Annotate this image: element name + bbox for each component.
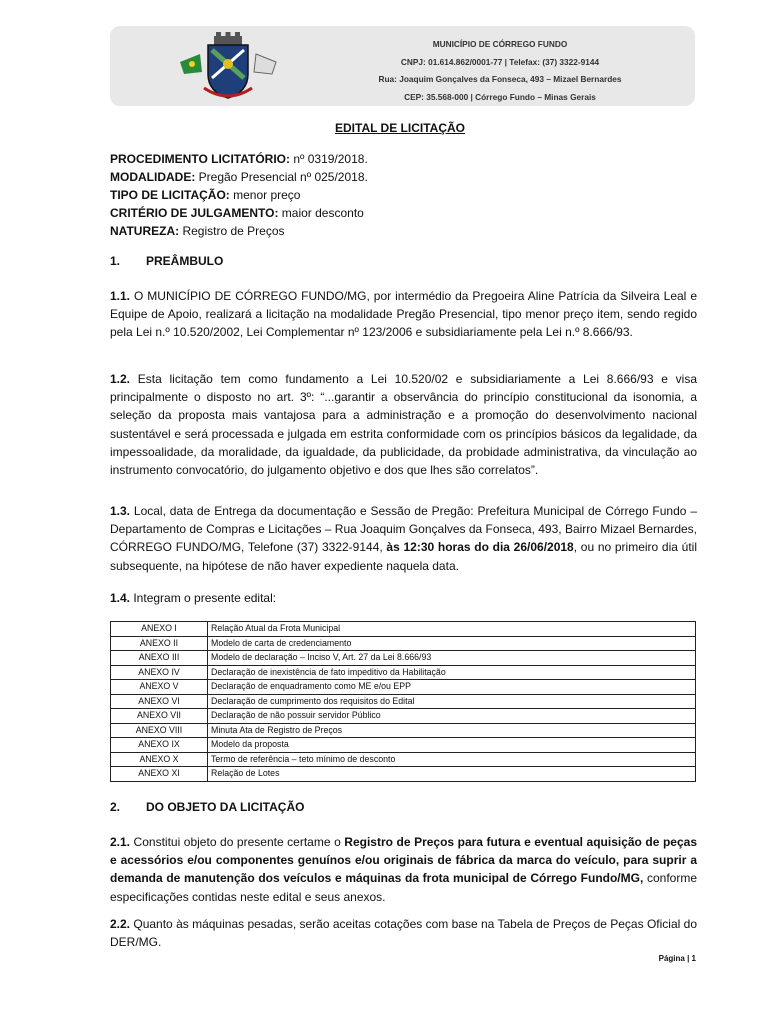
paragraph-text: Quanto às máquinas pesadas, serão aceitas cotações com base na Tabela de Preços de Peças Oficial do DER/MG. [110, 917, 697, 950]
criterio-value: maior desconto [278, 206, 364, 220]
paragraph-text: Esta licitação tem como fundamento a Lei 10.520/02 e subsidiariamente a Lei 8.666/93 e visa principalmente o disposto no art. 3º: “...garantir a observância do princípio constitucional da isonomia, a seleção da proposta mais vantajosa para a administração e a promoção do desenvolvimento nacional sustentável e será processada e julgada em estrita conformidade com os princípios básicos da legalidade, da impessoalidade, da moralidade, da igualdade, da publicidade, da probidade administrativa, da vinculação ao instrumento convocatório, do julgamento objetivo e dos que lhes são correlatos”. [110, 372, 697, 478]
annex-description: Modelo de declaração – Inciso V, Art. 27 da Lei 8.666/93 [208, 651, 696, 666]
annex-table [110, 621, 696, 782]
table-row [111, 709, 696, 724]
paragraph-text-end: conforme especificações contidas neste edital e seus anexos. [110, 871, 697, 904]
procedimento-value: nº 0319/2018. [290, 152, 368, 166]
annex-description: Relação Atual da Frota Municipal [208, 622, 696, 637]
document-title: EDITAL DE LICITAÇÃO [335, 121, 465, 135]
section-heading-preambulo [110, 254, 223, 268]
annex-description: Declaração de inexistência de fato impeditivo da Habilitação [208, 665, 696, 680]
paragraph-number: 2.1. [110, 835, 131, 849]
municipal-coat-of-arms-icon [178, 32, 278, 102]
page-number: Página | 1 [658, 954, 696, 963]
annex-description: Declaração de cumprimento dos requisitos do Edital [208, 694, 696, 709]
tipo-label: TIPO DE LICITAÇÃO: [110, 188, 230, 202]
section-title: DO OBJETO DA LICITAÇÃO [146, 800, 305, 814]
annex-code: ANEXO IV [111, 665, 208, 680]
paragraph-text: Constitui objeto do presente certame o [130, 835, 345, 849]
annex-code: ANEXO III [111, 651, 208, 666]
table-row [111, 651, 696, 666]
modalidade-label: MODALIDADE: [110, 170, 196, 184]
paragraph-1-4 [110, 589, 697, 607]
annex-description: Termo de referência – teto mínimo de desconto [208, 752, 696, 767]
paragraph-1-3 [110, 502, 697, 575]
table-row [111, 723, 696, 738]
paragraph-number: 2.2. [110, 917, 131, 931]
cnpj-phone: CNPJ: 01.614.862/0001-77 | Telefax: (37) 3322-9144 [400, 56, 600, 67]
annex-description: Declaração de enquadramento como ME e/ou EPP [208, 680, 696, 695]
natureza-value: Registro de Preços [179, 224, 285, 238]
address: Rua: Joaquim Gonçalves da Fonseca, 493 – Mizael Bernardes [378, 74, 622, 84]
table-row [111, 694, 696, 709]
section-number: 1. [110, 254, 121, 268]
annex-description: Minuta Ata de Registro de Preços [208, 723, 696, 738]
table-row [111, 636, 696, 651]
annex-code: ANEXO XI [111, 767, 208, 782]
section-heading-objeto [110, 800, 304, 814]
annex-code: ANEXO VI [111, 694, 208, 709]
paragraph-1-2 [110, 370, 697, 479]
section-number: 2. [110, 800, 121, 814]
annex-code: ANEXO X [111, 752, 208, 767]
table-row [111, 767, 696, 782]
paragraph-text: O MUNICÍPIO DE CÓRREGO FUNDO/MG, por intermédio da Pregoeira Aline Patrícia da Silveira Leal e Equipe de Apoio, realizará a licitação na modalidade Pregão Presencial, tipo menor preço item, sendo regido pela Lei n.º 10.520/2002, Lei Complementar nº 123/2006 e subsidiariamente pela Lei n.º 8.666/93. [110, 289, 697, 340]
annex-code: ANEXO IX [111, 738, 208, 753]
annex-description: Modelo da proposta [208, 738, 696, 753]
natureza-label: NATUREZA: [110, 224, 180, 238]
table-row [111, 738, 696, 753]
paragraph-number: 1.2. [110, 372, 131, 386]
paragraph-text: Local, data de Entrega da documentação e Sessão de Pregão: Prefeitura Municipal de Córrego Fundo – Departamento de Compras e Licitações – Rua Joaquim Gonçalves da Fonseca, 493, Bairro Mizael Bernardes, CÓRREGO FUNDO/MG, Telefone (37) 3322-9144, [110, 504, 697, 555]
cep-city: CEP: 35.568-000 | Córrego Fundo – Minas Gerais [404, 91, 596, 102]
annex-description: Modelo de carta de credenciamento [208, 636, 696, 651]
annex-code: ANEXO V [111, 680, 208, 695]
paragraph-2-2 [110, 915, 697, 951]
paragraph-text-end: , ou no primeiro dia útil subsequente, na hipótese de não haver expediente naquela data. [110, 540, 697, 573]
procedimento-label: PROCEDIMENTO LICITATÓRIO: [110, 152, 290, 166]
table-row [111, 680, 696, 695]
paragraph-1-1 [110, 287, 697, 342]
paragraph-2-1 [110, 833, 697, 906]
modalidade-value: Pregão Presencial nº 025/2018. [195, 170, 368, 184]
paragraph-number: 1.1. [110, 289, 131, 303]
tipo-value: menor preço [229, 188, 301, 202]
table-row [111, 752, 696, 767]
deadline-text: às 12:30 horas do dia 26/06/2018 [386, 540, 574, 555]
object-description: Registro de Preços para futura e eventual aquisição de peças e acessórios e/ou componentes genuínos e/ou originais de fábrica da marca do veículo, para suprir a demanda de manutenção dos veículos e máquinas da frota municipal de Córrego Fundo/MG, [110, 835, 697, 886]
paragraph-number: 1.3. [110, 504, 131, 518]
annex-description: Relação de Lotes [208, 767, 696, 782]
criterio-label: CRITÉRIO DE JULGAMENTO: [110, 206, 279, 220]
paragraph-text: Integram o presente edital: [130, 591, 277, 605]
annex-code: ANEXO I [111, 622, 208, 637]
table-row [111, 622, 696, 637]
annex-code: ANEXO VII [111, 709, 208, 724]
table-row [111, 665, 696, 680]
municipality-name: MUNICÍPIO DE CÓRREGO FUNDO [432, 39, 568, 49]
annex-code: ANEXO II [111, 636, 208, 651]
procurement-info [110, 150, 368, 240]
letterhead-text [310, 36, 690, 106]
annex-description: Declaração de não possuir servidor Público [208, 709, 696, 724]
annex-code: ANEXO VIII [111, 723, 208, 738]
paragraph-number: 1.4. [110, 591, 131, 605]
section-title: PREÂMBULO [146, 254, 224, 268]
